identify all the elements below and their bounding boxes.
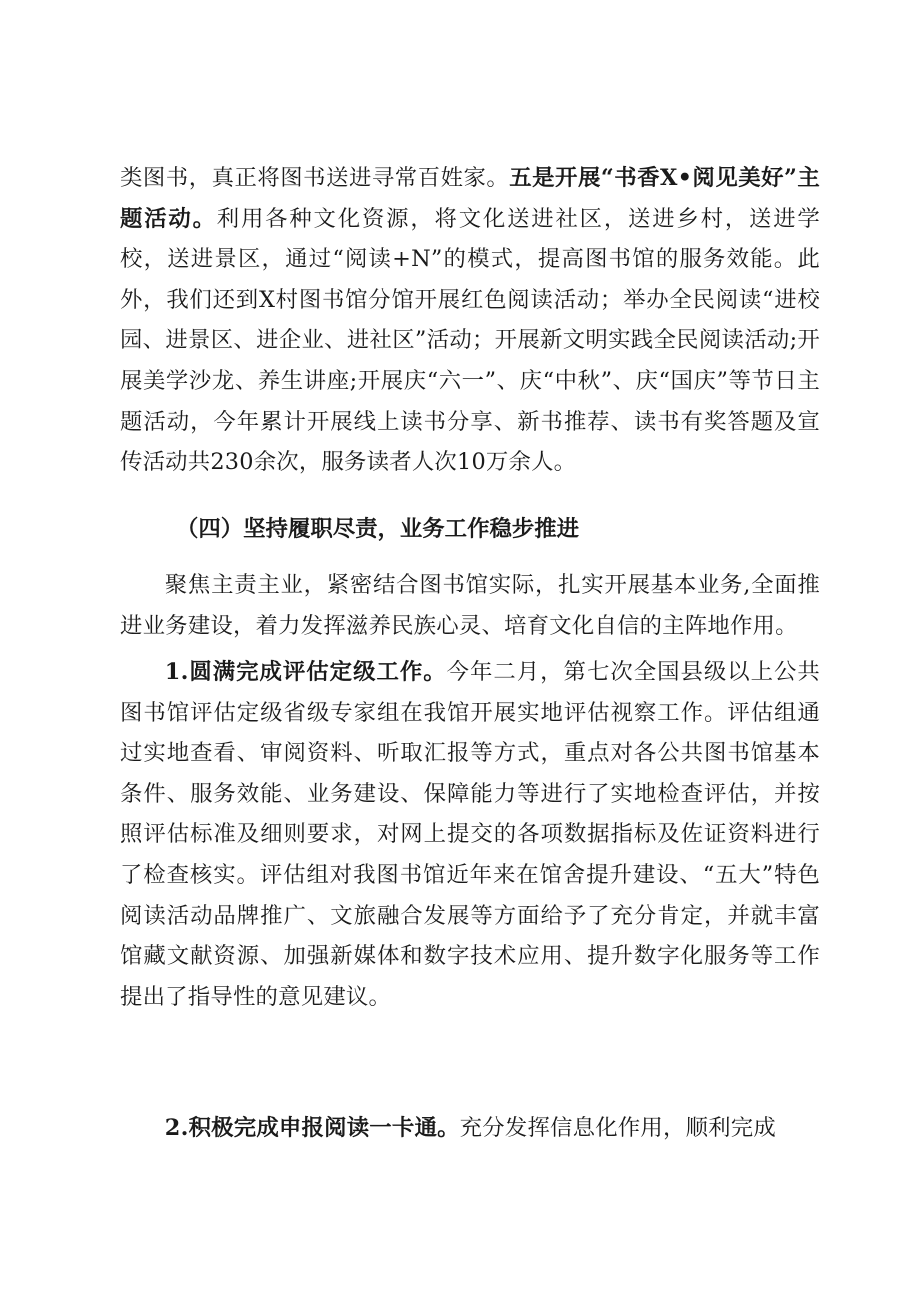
activity-heading-bold: 五是开展“书香X•阅见美好”主题活动。 — [120, 165, 820, 232]
paragraph-activities — [120, 158, 820, 483]
evaluation-heading-bold: 1.圆满完成评估定级工作。 — [164, 659, 447, 685]
evaluation-body-text: 今年二月，第七次全国县级以上公共图书馆评估定级省级专家组在我馆开展实地评估视察工作。评估组通过实地查看、审阅资料、听取汇报等方式，重点对各公共图书馆基本条件、服务效能、业务建设、保障能力等进行了实地检查评估，并按照评估标准及细则要求，对网上提交的各项数据指标及佐证资料进行了检查核实。评估组对我图书馆近年来在馆舍提升建设、“五大”特色阅读活动品牌推广、文旅融合发展等方面给予了充分肯定，并就丰富馆藏文献资源、加强新媒体和数字技术应用、提升数字化服务等工作提出了指导性的意见建议。 — [120, 659, 821, 1010]
paragraph-lead-text: 类图书，真正将图书送进寻常百姓家。 — [120, 165, 510, 191]
paragraph-evaluation — [120, 652, 820, 1017]
paragraph-body-text: 利用各种文化资源，将文化送进社区，送进乡村，送进学校，送进景区，通过“阅读+N”的模式，提高图书馆的服务效能。此外，我们还到X村图书馆分馆开展红色阅读活动；举办全民阅读“进校园、进景区、进企业、进社区”活动；开展新文明实践全民阅读活动;开展美学沙龙、养生讲座;开展庆“六一”、庆“中秋”、庆“国庆”等节日主题活动，今年累计开展线上读书分享、新书推荐、读书有奖答题及宣传活动共230余次，服务读者人次10万余人。 — [120, 205, 820, 476]
card-heading-bold: 2.积极完成申报阅读一卡通。 — [164, 1115, 460, 1141]
card-body-text: 充分发挥信息化作用，顺利完成 — [459, 1115, 776, 1141]
paragraph-card — [120, 1108, 820, 1149]
paragraph-focus: 聚焦主责主业，紧密结合图书馆实际，扎实开展基本业务,全面推进业务建设，着力发挥滋养民族心灵、培育文化自信的主阵地作用。 — [120, 572, 820, 639]
section-heading-four: （四）坚持履职尽责，业务工作稳步推进 — [176, 516, 580, 542]
